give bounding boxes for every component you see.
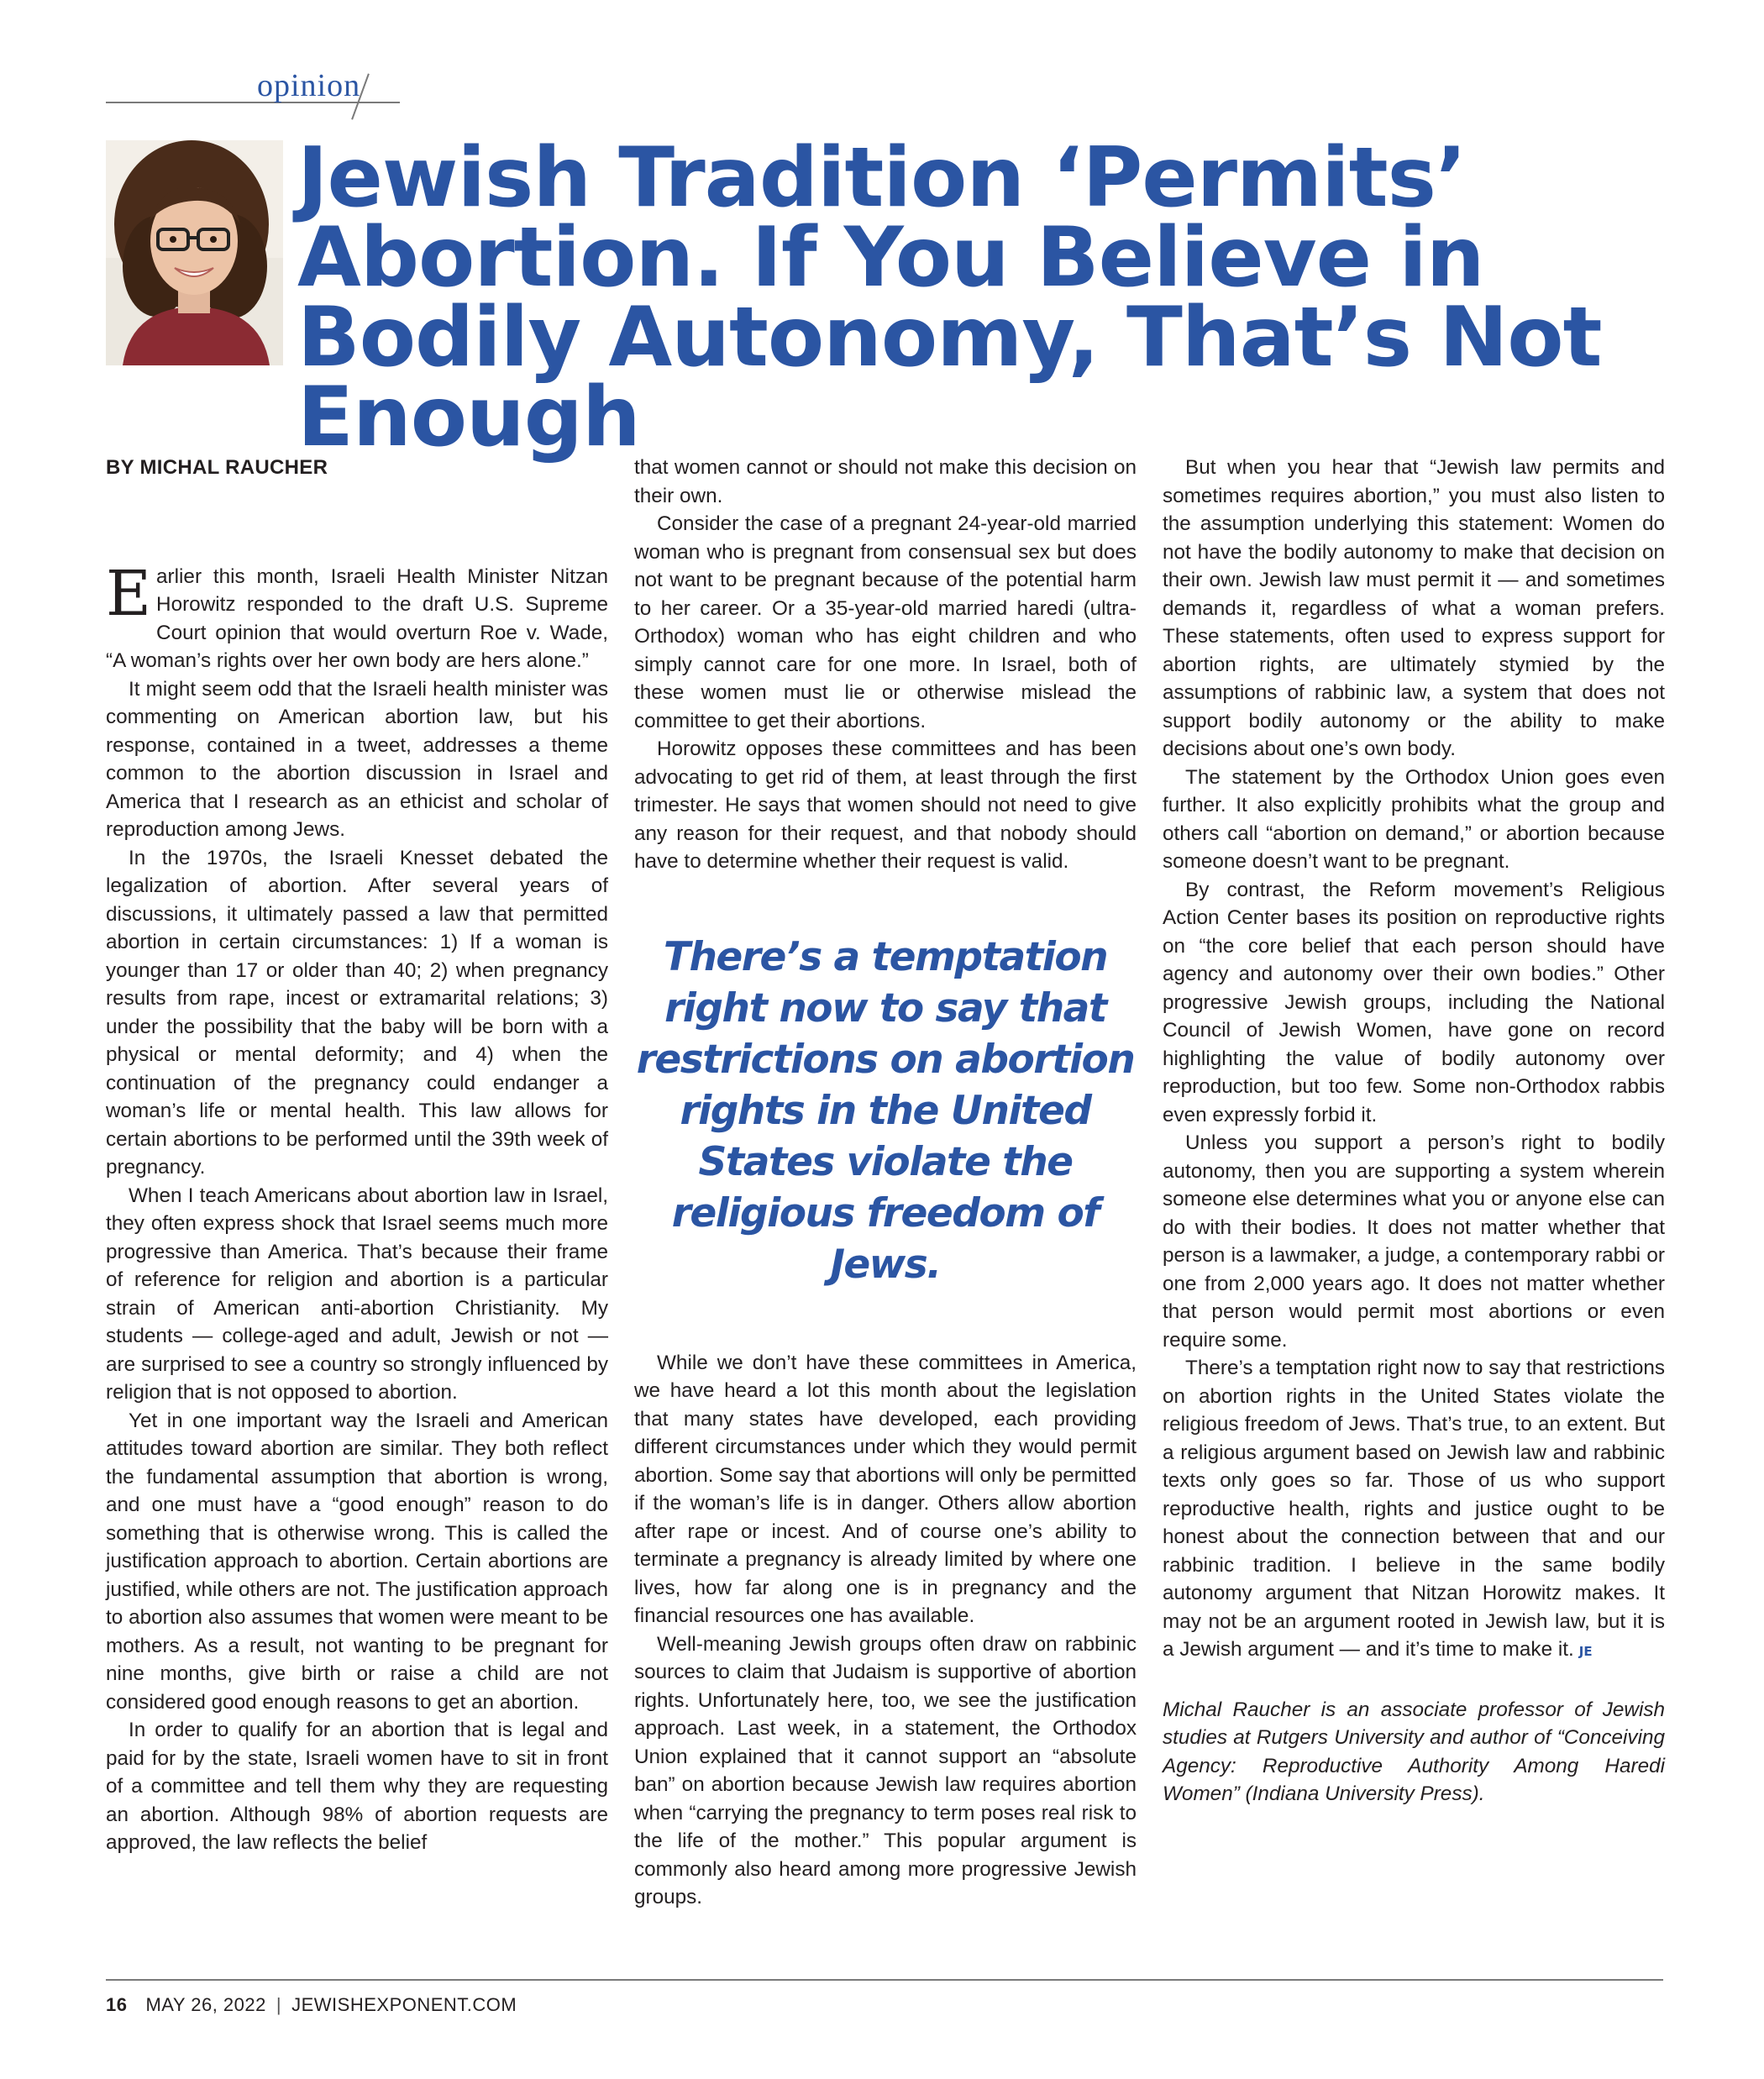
paragraph: It might seem odd that the Israeli health minister was commenting on American abortion law, but his response, contained in a tweet, addresses a theme common to the abortion discussion in Israel and America that I research as an ethicist and scholar of reproduction among Jews. xyxy=(106,677,608,841)
author-headshot xyxy=(106,140,283,365)
paragraph: Horowitz opposes these committees and has been advocating to get rid of them, at least through the first trimester. He says that women should not need to give any reason for their request, and that nobody should have to determine whether their request is valid. xyxy=(634,738,1137,873)
end-sign-off: JE xyxy=(1578,1644,1593,1659)
footer-rule xyxy=(106,1979,1663,1981)
drop-cap: E xyxy=(106,557,152,630)
section-kicker: opinion xyxy=(257,68,361,103)
website: JEWISHEXPONENT.COM xyxy=(291,1994,517,2015)
paragraph: In order to qualify for an abortion that is legal and paid for by the state, Israeli women have to sit in front of a committee and tell them why they are requesting an abortion. Although 98% of abortion requests are approved, the law reflects the belief xyxy=(106,1719,608,1854)
byline: BY MICHAL RAUCHER xyxy=(106,456,328,479)
page-number: 16 xyxy=(106,1994,128,2015)
paragraph: Well-meaning Jewish groups often draw on rabbinic sources to claim that Judaism is supportive of abortion rights. Unfortunately here, too, we see the justification approach. Last week, in a statement, the Orthodox Union explained that it cannot support an “absolute ban” on abortion because Jewish law requires abortion when “carrying the pregnancy to term poses real risk to the life of the mother.” This popular argument is commonly also heard among more progressive Jewish groups. xyxy=(634,1632,1137,1908)
paragraph: that women cannot or should not make this decision on their own. xyxy=(634,456,1137,507)
headline: Jewish Tradition ‘Permits’ Abortion. If You Believe in Bodily Autonomy, That’s Not Enough xyxy=(297,130,1602,465)
issue-date: MAY 26, 2022 xyxy=(145,1994,266,2015)
page-footer xyxy=(106,1994,517,2016)
footer-separator: | xyxy=(276,1994,282,2015)
paragraph: Unless you support a person’s right to bodily autonomy, then you are supporting a system wherein someone else determines what you or anyone else can do with their bodies. It does not matter whether that person is a lawmaker, a judge, a contemporary rabbi or one from 2,000 years ago. It does not matter whether that person would permit most abortions or even require some. xyxy=(1163,1131,1665,1352)
paragraph: By contrast, the Reform movement’s Religious Action Center bases its position on reproductive rights on “the core belief that each person should have agency and autonomy over their own bodies.” Other progressive Jewish groups, including the National Council of Jewish Women, have gone on record highlighting the value of bodily autonomy over reproduction, but too few. Some non-Orthodox rabbis even expressly forbid it. xyxy=(1163,878,1665,1126)
paragraph: Consider the case of a pregnant 24-year-old married woman who is pregnant from consensual sex but does not want to be pregnant because of the potential harm to her career. Or a 35-year-old married haredi (ultra-Orthodox) woman who has eight children and who simply cannot care for one more. In Israel, both of these women must lie or otherwise mislead the committee to get their abortions. xyxy=(634,512,1137,732)
paragraph: When I teach Americans about abortion law in Israel, they often express shock that Israel seems much more progressive than America. That’s because their frame of reference for religion and abortion is a particular strain of American anti-abortion Christianity. My students — college-aged and adult, Jewish or not — are surprised to see a country so strongly influenced by religion that is not opposed to abortion. xyxy=(106,1184,608,1404)
paragraph: But when you hear that “Jewish law permits and sometimes requires abortion,” you must also listen to the assumption underlying this statement: Women do not have the bodily autonomy to make that decision on their own. Jewish law must permit it — and sometimes demands it, regardless of what a woman prefers. These statements, often used to express support for abortion rights, are ultimately stymied by the assumptions of rabbinic law, a system that does not support bodily autonomy or the ability to make decisions about one’s own body. xyxy=(1163,456,1665,760)
paragraph-text: There’s a temptation right now to say that restrictions on abortion rights in the United States violate the religious freedom of Jews. That’s true, to an extent. But a religious argument based on Jewish law and rabbinic texts only goes so far. Those of us who support reproductive health, rights and justice ought to be honest about the connection between that and our rabbinic tradition. I believe in the same bodily autonomy argument that Nitzan Horowitz makes. It may not be an argument rooted in Jewish law, but it is a Jewish argument — and it’s time to make it. xyxy=(1163,1357,1665,1661)
paragraph-text: arlier this month, Israeli Health Minister Nitzan Horowitz responded to the draft U.S. Supreme Court opinion that would overturn Roe v. Wade, “A woman’s rights over her own body are hers alone.” xyxy=(106,564,608,672)
article-column-1 xyxy=(106,454,608,1857)
pull-quote: There’s a temptation right now to say that restrictions on abortion rights in the United States violate the religious freedom of Jews. xyxy=(636,933,1135,1288)
paragraph: The statement by the Orthodox Union goes even further. It also explicitly prohibits what the group and others call “abortion on demand,” or abortion because someone doesn’t want to be pregnant. xyxy=(1163,765,1665,873)
paragraph xyxy=(1163,1354,1665,1667)
article-column-3 xyxy=(1163,454,1665,1809)
article-column-2 xyxy=(634,454,1137,1912)
paragraph: While we don’t have these committees in America, we have heard a lot this month about the legislation that many states have developed, each providing different circumstances under which they would permit abortion. Some say that abortions will only be permitted if the woman’s life is in danger. Others allow abortion after rape or incest. And of course one’s ability to terminate a pregnancy is already limited by where one lives, how far along one is in pregnancy and the financial resources one has available. xyxy=(634,1351,1137,1627)
paragraph: In the 1970s, the Israeli Knesset debated the legalization of abortion. After several years of discussions, it ultimately passed a law that permitted abortion in certain circumstances: 1) If a woman is younger than 17 or older than 40; 2) when pregnancy results from rape, incest or extramarital relations; 3) under the possibility that the baby will be born with a physical or mental deformity; and 4) when the continuation of the pregnancy could endanger a woman’s life or mental health. This law allows for certain abortions to be performed until the 39th week of pregnancy. xyxy=(106,846,608,1179)
paragraph: Yet in one important way the Israeli and American attitudes toward abortion are similar. They both reflect the fundamental assumption that abortion is wrong, and one must have a “good enough” reason to do something that is otherwise wrong. This is called the justification approach to abortion. Certain abortions are justified, while others are not. The justification approach to abortion also assumes that women were meant to be mothers. As a result, not wanting to be pregnant for nine months, give birth or raise a child are not considered good enough reasons to get an abortion. xyxy=(106,1409,608,1714)
author-bio: Michal Raucher is an associate professor of Jewish studies at Rutgers University and author of “Conceiving Agency: Reproductive Authority Among Haredi Women” (Indiana University Press). xyxy=(1163,1698,1665,1805)
paragraph xyxy=(106,557,608,675)
